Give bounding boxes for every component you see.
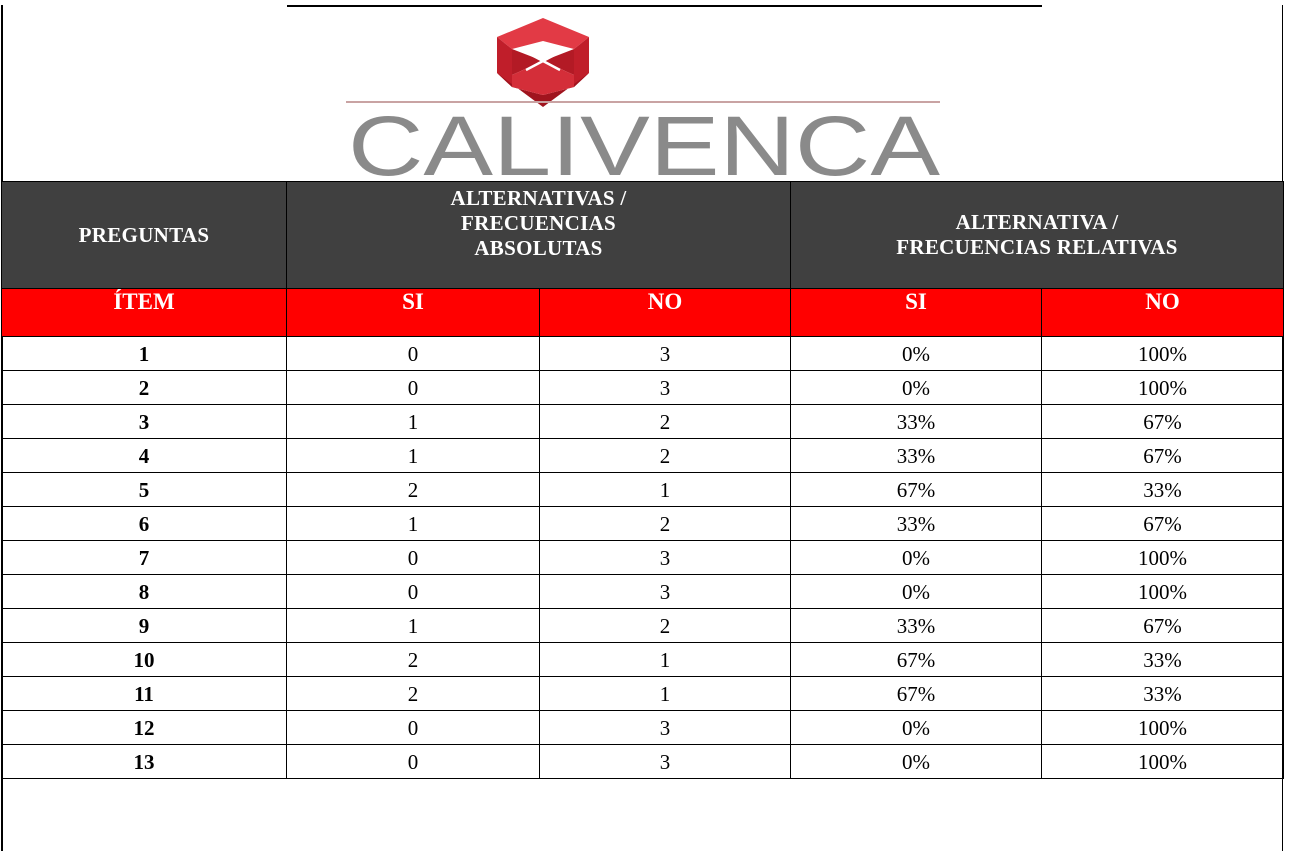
item-cell: 4 xyxy=(2,439,287,473)
si-percent-cell: 0% xyxy=(791,337,1042,371)
no-count-cell: 3 xyxy=(540,371,791,405)
si-count-cell: 0 xyxy=(287,371,540,405)
si-percent-cell: 0% xyxy=(791,575,1042,609)
item-cell: 1 xyxy=(2,337,287,371)
header-absolute-frequencies xyxy=(287,182,791,289)
table-row xyxy=(2,711,1284,745)
si-count-cell: 1 xyxy=(287,405,540,439)
si-percent-cell: 0% xyxy=(791,745,1042,779)
item-cell: 3 xyxy=(2,405,287,439)
si-count-cell: 1 xyxy=(287,507,540,541)
no-count-cell: 3 xyxy=(540,337,791,371)
si-percent-cell: 33% xyxy=(791,439,1042,473)
no-count-cell: 2 xyxy=(540,609,791,643)
table-row xyxy=(2,371,1284,405)
subheader-no-relative: NO xyxy=(1042,289,1284,337)
table-row xyxy=(2,575,1284,609)
table-row xyxy=(2,507,1284,541)
header-relative-frequencies xyxy=(791,182,1284,289)
header-abs-line-1: ALTERNATIVAS / xyxy=(450,186,627,210)
item-cell: 13 xyxy=(2,745,287,779)
no-count-cell: 2 xyxy=(540,507,791,541)
si-percent-cell: 0% xyxy=(791,711,1042,745)
no-count-cell: 2 xyxy=(540,405,791,439)
no-percent-cell: 67% xyxy=(1042,439,1284,473)
item-cell: 10 xyxy=(2,643,287,677)
no-percent-cell: 100% xyxy=(1042,371,1284,405)
no-count-cell: 3 xyxy=(540,541,791,575)
table-row xyxy=(2,405,1284,439)
table-row xyxy=(2,337,1284,371)
table-row xyxy=(2,643,1284,677)
header-abs-line-2: FRECUENCIAS xyxy=(461,211,616,235)
item-cell: 5 xyxy=(2,473,287,507)
calivenca-logo xyxy=(340,15,950,181)
subheader-item: ÍTEM xyxy=(2,289,287,337)
table-body xyxy=(2,337,1284,779)
no-percent-cell: 100% xyxy=(1042,711,1284,745)
logo-emblem-icon xyxy=(497,18,589,107)
item-cell: 2 xyxy=(2,371,287,405)
si-count-cell: 0 xyxy=(287,541,540,575)
no-percent-cell: 100% xyxy=(1042,745,1284,779)
si-count-cell: 0 xyxy=(287,575,540,609)
si-count-cell: 1 xyxy=(287,609,540,643)
si-percent-cell: 33% xyxy=(791,405,1042,439)
table-header-row xyxy=(2,182,1284,289)
item-cell: 9 xyxy=(2,609,287,643)
item-cell: 8 xyxy=(2,575,287,609)
no-percent-cell: 67% xyxy=(1042,609,1284,643)
no-percent-cell: 33% xyxy=(1042,473,1284,507)
frequency-table xyxy=(1,181,1284,779)
no-count-cell: 3 xyxy=(540,745,791,779)
table-subheader-row xyxy=(2,289,1284,337)
no-percent-cell: 67% xyxy=(1042,507,1284,541)
si-count-cell: 0 xyxy=(287,711,540,745)
no-percent-cell: 100% xyxy=(1042,337,1284,371)
table-row xyxy=(2,473,1284,507)
item-cell: 11 xyxy=(2,677,287,711)
no-percent-cell: 67% xyxy=(1042,405,1284,439)
table-row xyxy=(2,541,1284,575)
no-count-cell: 3 xyxy=(540,711,791,745)
si-percent-cell: 33% xyxy=(791,507,1042,541)
si-percent-cell: 0% xyxy=(791,541,1042,575)
no-count-cell: 1 xyxy=(540,643,791,677)
no-count-cell: 2 xyxy=(540,439,791,473)
subheader-si-relative: SI xyxy=(791,289,1042,337)
subheader-si-absolute: SI xyxy=(287,289,540,337)
no-count-cell: 3 xyxy=(540,575,791,609)
si-count-cell: 0 xyxy=(287,337,540,371)
si-percent-cell: 0% xyxy=(791,371,1042,405)
si-count-cell: 0 xyxy=(287,745,540,779)
no-percent-cell: 33% xyxy=(1042,643,1284,677)
logo-text: CALIVENCA xyxy=(348,99,940,181)
logo-area xyxy=(3,7,1282,181)
header-rel-line-1: ALTERNATIVA / xyxy=(955,210,1119,234)
no-count-cell: 1 xyxy=(540,473,791,507)
item-cell: 6 xyxy=(2,507,287,541)
si-count-cell: 2 xyxy=(287,473,540,507)
si-percent-cell: 67% xyxy=(791,677,1042,711)
no-percent-cell: 100% xyxy=(1042,541,1284,575)
item-cell: 7 xyxy=(2,541,287,575)
no-count-cell: 1 xyxy=(540,677,791,711)
header-preguntas: PREGUNTAS xyxy=(2,182,287,289)
si-percent-cell: 67% xyxy=(791,473,1042,507)
subheader-no-absolute: NO xyxy=(540,289,791,337)
item-cell: 12 xyxy=(2,711,287,745)
table-row xyxy=(2,439,1284,473)
no-percent-cell: 100% xyxy=(1042,575,1284,609)
table-row xyxy=(2,745,1284,779)
no-percent-cell: 33% xyxy=(1042,677,1284,711)
table-row xyxy=(2,677,1284,711)
si-percent-cell: 33% xyxy=(791,609,1042,643)
table-row xyxy=(2,609,1284,643)
si-count-cell: 1 xyxy=(287,439,540,473)
si-count-cell: 2 xyxy=(287,643,540,677)
si-count-cell: 2 xyxy=(287,677,540,711)
header-rel-line-2: FRECUENCIAS RELATIVAS xyxy=(896,235,1178,259)
si-percent-cell: 67% xyxy=(791,643,1042,677)
header-abs-line-3: ABSOLUTAS xyxy=(474,236,603,260)
